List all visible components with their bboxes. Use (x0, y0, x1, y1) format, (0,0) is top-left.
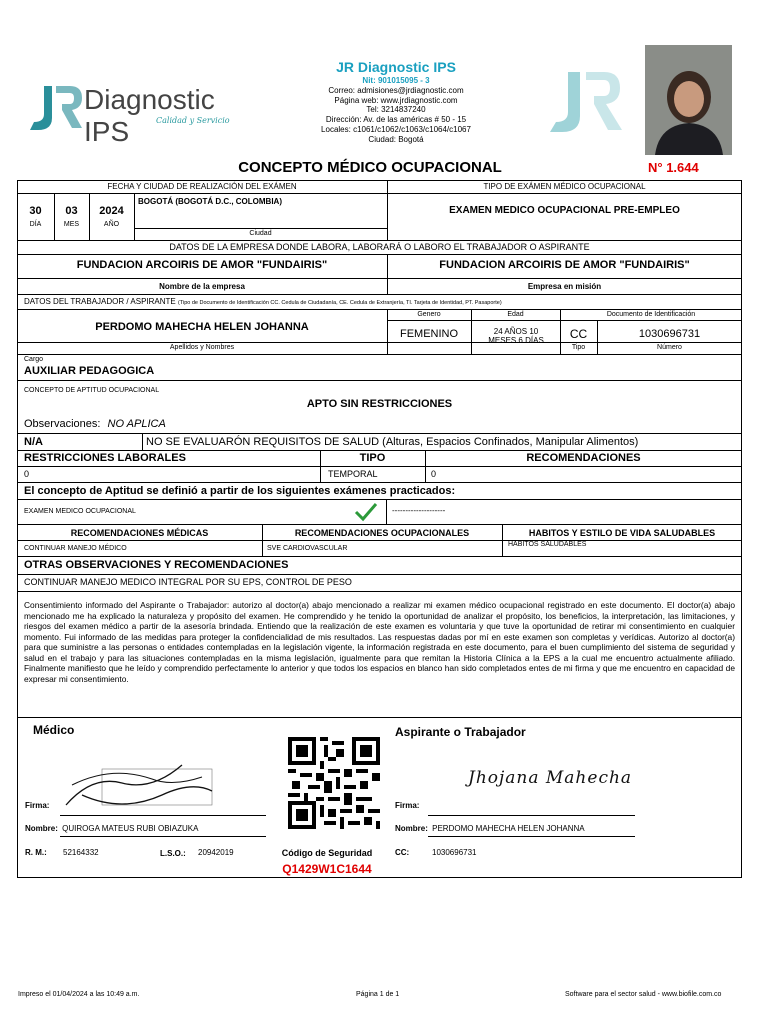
day-label: DÍA (29, 221, 42, 228)
exam-type: EXAMEN MEDICO OCUPACIONAL PRE-EMPLEO (449, 205, 680, 216)
aptitud-label: CONCEPTO DE APTITUD OCUPACIONAL (24, 387, 160, 394)
jr-watermark-icon (546, 68, 626, 136)
company-city: Ciudad: Bogotá (368, 134, 424, 144)
recomendaciones-value: 0 (431, 469, 437, 479)
aptitud-value: APTO SIN RESTRICCIONES (306, 398, 453, 410)
edad-label: Edad (507, 311, 524, 318)
restricciones-value: 0 (24, 469, 30, 479)
empresa-nombre-label: Nombre de la empresa (159, 282, 245, 291)
requisitos-na: N/A (24, 436, 43, 448)
trabajador-tipo-doc: CC (569, 327, 588, 341)
city-label: Ciudad (249, 230, 272, 237)
lso-label: L.S.O.: (160, 849, 186, 858)
medico-signature (62, 755, 222, 815)
tipo-doc-label: Tipo (571, 344, 586, 351)
exam-month: 03 (65, 205, 78, 217)
company-nit: Nit: 901015095 - 3 (362, 76, 430, 85)
logo-text: Diagnostic IPS (84, 84, 215, 147)
empresa-header: DATOS DE LA EMPRESA DONDE LABORA, LABORARÁ O LABORO EL TRABAJADOR O ASPIRANTE (169, 242, 590, 252)
cargo-value: AUXILIAR PEDAGOGICA (24, 365, 155, 377)
trabajador-edad: 24 AÑOS 10 MESES 6 DÍAS (488, 327, 544, 345)
rec-medicas-value: CONTINUAR MANEJO MÉDICO (24, 545, 127, 552)
trabajador-header (24, 297, 502, 306)
footer-pagina: Página 1 de 1 (356, 991, 400, 998)
trabajador-header-note: (Tipo de Documento de Identificación CC. Cedula de Ciudadanía, CE. Cedula de Extranjería, TI. Tarjeta de Identidad, PT. Pasaporte) (177, 300, 502, 306)
exam-city: BOGOTÁ (BOGOTÁ D.C., COLOMBIA) (138, 197, 282, 206)
documento-label: Documento de Identificación (606, 311, 696, 318)
numero-label: Número (657, 344, 682, 351)
restricciones-header: RESTRICCIONES LABORALES (24, 452, 186, 464)
company-logo (26, 80, 246, 147)
trabajador-genero: FEMENINO (399, 328, 459, 340)
habitos-header: HABITOS Y ESTILO DE VIDA SALUDABLES (528, 528, 716, 538)
tipo-header: TIPO DE EXÁMEN MÉDICO OCUPACIONAL (483, 182, 646, 191)
habitos-value: HABITOS SALUDABLES (508, 541, 587, 548)
company-name: JR Diagnostic IPS (336, 59, 456, 75)
empresa-mision-label: Empresa en misión (527, 282, 602, 291)
codigo-seguridad: Q1429W1C1644 (282, 862, 372, 876)
footer-software: Software para el sector salud - www.biofile.com.co (565, 991, 722, 998)
rm-value: 52164332 (63, 848, 99, 857)
rec-ocupacionales-header: RECOMENDACIONES OCUPACIONALES (294, 528, 470, 538)
medico-title: Médico (33, 723, 75, 737)
otras-header: OTRAS OBSERVACIONES Y RECOMENDACIONES (24, 559, 289, 571)
company-info (296, 58, 496, 145)
company-web: Página web: www.jrdiagnostic.com (334, 95, 458, 105)
trabajador-documento: 1030696731 (638, 328, 701, 340)
certificate-number: N° 1.644 (648, 160, 699, 175)
rm-label: R. M.: (25, 848, 47, 857)
tipo-restriccion-header: TIPO (359, 452, 386, 464)
empresa-mision: FUNDACION ARCOIRIS DE AMOR "FUNDAIRIS" (439, 259, 690, 271)
month-label: MES (63, 221, 80, 228)
aspirante-signature: Jhojana Mahecha (468, 768, 633, 788)
observaciones-label: Observaciones: (24, 418, 101, 430)
aspirante-title: Aspirante o Trabajador (395, 725, 526, 739)
lso-value: 20942019 (198, 848, 234, 857)
examenes-header: El concepto de Aptitud se definió a partir de los siguientes exámenes practicados: (24, 485, 456, 497)
logo-tagline: Calidad y Servicio (156, 116, 230, 125)
observaciones-value: NO APLICA (107, 418, 166, 430)
cargo-label: Cargo (24, 356, 44, 363)
worker-photo (645, 45, 732, 155)
requisitos-salud: NO SE EVALUARÓN REQUISITOS DE SALUD (Alturas, Espacios Confinados, Manipular Alimentos) (146, 436, 639, 448)
medico-firma-label: Firma: (25, 801, 50, 810)
qr-code-icon (288, 737, 380, 829)
footer-impreso: Impreso el 01/04/2024 a las 10:49 a.m. (18, 991, 140, 998)
page-title: CONCEPTO MÉDICO OCUPACIONAL (238, 159, 502, 176)
cc-label: CC: (395, 848, 410, 857)
examen-dashes: -------------------- (392, 506, 446, 515)
aspirante-firma-label: Firma: (395, 801, 420, 810)
exam-day: 30 (29, 205, 42, 217)
fecha-header: FECHA Y CIUDAD DE REALIZACIÓN DEL EXÁMEN (107, 182, 297, 191)
examen-item: EXAMEN MEDICO OCUPACIONAL (24, 508, 136, 515)
observaciones (24, 418, 166, 430)
rec-medicas-header: RECOMENDACIONES MÉDICAS (70, 528, 209, 538)
company-locales: Locales: c1061/c1062/c1063/c1064/c1067 (321, 124, 471, 134)
medico-nombre: QUIROGA MATEUS RUBI OBIAZUKA (62, 824, 199, 833)
exam-year: 2024 (99, 205, 124, 217)
tipo-restriccion-value: TEMPORAL (328, 469, 378, 479)
cc-value: 1030696731 (432, 848, 477, 857)
recomendaciones-header: RECOMENDACIONES (526, 452, 641, 464)
consentimiento-text: Consentimiento informado del Aspirante o Trabajador: autorizo al doctor(a) abajo mencionado a realizar mi examen médico ocupacional registrado en este documento. El doctor(a) abajo mencionado me ha explicado la naturaleza y propósito del examen. He comprendido y he tenido la oportunidad de analizar el propósito, los beneficios, la interpretación, las limitaciones, y riesgos del examen médico a partir de la asesoría brindada. Entiendo que la realización de este examen es voluntaria y que tuve la oportunidad de retirar mi consentimiento en cualquier momento. Fui informado de las medidas para proteger la confidencialidad de mis resultados. Las respuestas dadas por mí en este examen son completas y verídicas. Autorizo al doctor(a) para que suministre a las personas o entidades contempladas en la legislación vigente, la información registrada en este documento, para el buen cumplimiento del sistema de seguridad y salud en el trabajo y para las situaciones contempladas en la misma legislación, igualmente para que remitan la Historia Clínica a la EPS a la cual me encuentro actualmente afiliado. Finalmente manifiesto que he leído y comprendido perfectamente lo anterior y que todos los espacios en blanco han sido completados entes de mi firma y que me encuentro en capacidad de expresar mi consentimiento. (24, 600, 735, 684)
company-phone: Tel: 3214837240 (366, 105, 426, 115)
nombre-label: Apellidos y Nombres (169, 344, 235, 351)
otras-value: CONTINUAR MANEJO MEDICO INTEGRAL POR SU EPS, CONTROL DE PESO (24, 577, 352, 587)
aspirante-nombre-label: Nombre: (395, 824, 428, 833)
year-label: AÑO (103, 221, 120, 228)
trabajador-nombre: PERDOMO MAHECHA HELEN JOHANNA (95, 321, 309, 333)
trabajador-header-title: DATOS DEL TRABAJADOR / ASPIRANTE (24, 297, 176, 306)
medico-nombre-row (25, 824, 198, 833)
rec-ocupacionales-value: SVE CARDIOVASCULAR (267, 545, 348, 552)
company-address: Dirección: Av. de las américas # 50 - 15 (325, 115, 467, 125)
genero-label: Genero (417, 311, 441, 318)
medico-nombre-label: Nombre: (25, 824, 58, 833)
company-email: Correo: admisiones@jrdiagnostic.com (328, 85, 464, 95)
jr-logo-icon (26, 80, 84, 134)
empresa-nombre: FUNDACION ARCOIRIS DE AMOR "FUNDAIRIS" (76, 259, 328, 271)
aspirante-nombre: PERDOMO MAHECHA HELEN JOHANNA (432, 824, 585, 833)
checkmark-icon (354, 502, 378, 522)
aspirante-nombre-row (395, 824, 585, 833)
codigo-seguridad-label: Código de Seguridad (281, 848, 373, 858)
